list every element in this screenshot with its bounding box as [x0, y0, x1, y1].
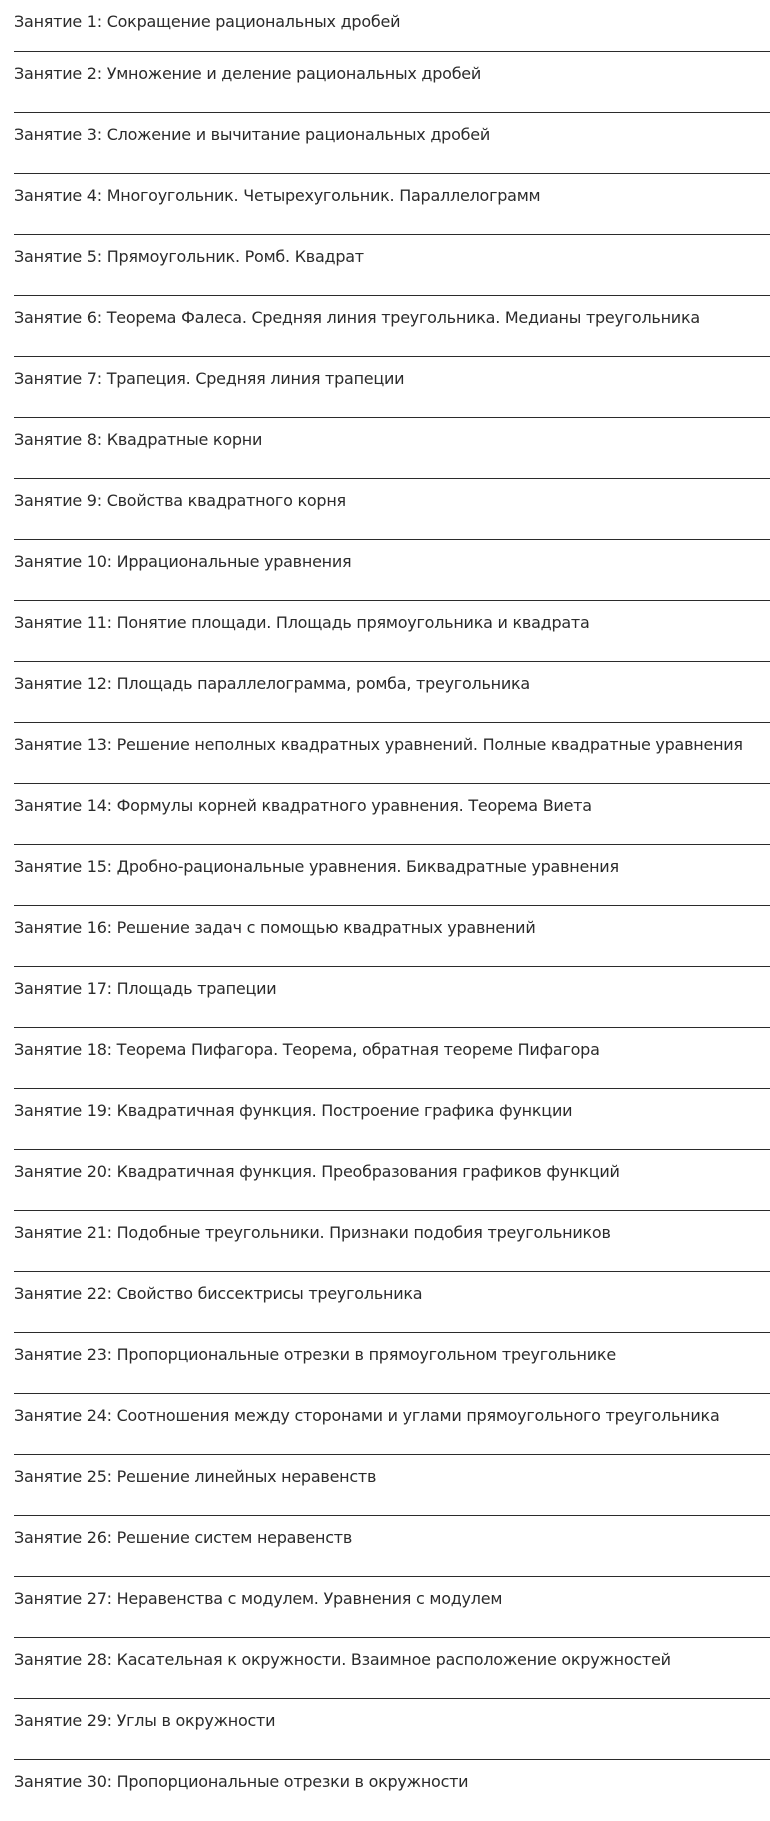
lesson-item-13[interactable] [14, 723, 770, 784]
lesson-link[interactable]: Занятие 17: Площадь трапеции [14, 979, 277, 998]
lesson-item-7[interactable] [14, 357, 770, 418]
lesson-link[interactable]: Занятие 1: Сокращение рациональных дробей [14, 12, 401, 31]
lesson-link[interactable]: Занятие 5: Прямоугольник. Ромб. Квадрат [14, 247, 364, 266]
lesson-item-11[interactable] [14, 601, 770, 662]
lesson-item-18[interactable] [14, 1028, 770, 1089]
lesson-item-23[interactable] [14, 1333, 770, 1394]
lesson-item-28[interactable] [14, 1638, 770, 1699]
lesson-item-26[interactable] [14, 1516, 770, 1577]
lesson-link[interactable]: Занятие 6: Теорема Фалеса. Средняя линия треугольника. Медианы треугольника [14, 308, 700, 327]
lesson-item-14[interactable] [14, 784, 770, 845]
lesson-item-24[interactable] [14, 1394, 770, 1455]
lesson-item-25[interactable] [14, 1455, 770, 1516]
lesson-link[interactable]: Занятие 29: Углы в окружности [14, 1711, 276, 1730]
lesson-link[interactable]: Занятие 30: Пропорциональные отрезки в окружности [14, 1772, 469, 1791]
lesson-link[interactable]: Занятие 23: Пропорциональные отрезки в прямоугольном треугольнике [14, 1345, 616, 1364]
lesson-link[interactable]: Занятие 28: Касательная к окружности. Взаимное расположение окружностей [14, 1650, 671, 1669]
lesson-item-21[interactable] [14, 1211, 770, 1272]
lesson-item-19[interactable] [14, 1089, 770, 1150]
lesson-item-1[interactable] [14, 0, 770, 52]
lesson-link[interactable]: Занятие 16: Решение задач с помощью квадратных уравнений [14, 918, 536, 937]
lesson-link[interactable]: Занятие 4: Многоугольник. Четырехугольник. Параллелограмм [14, 186, 541, 205]
lesson-link[interactable]: Занятие 2: Умножение и деление рациональных дробей [14, 64, 482, 83]
lesson-link[interactable]: Занятие 25: Решение линейных неравенств [14, 1467, 377, 1486]
lesson-item-20[interactable] [14, 1150, 770, 1211]
lesson-item-30[interactable] [14, 1760, 770, 1821]
lesson-item-27[interactable] [14, 1577, 770, 1638]
lesson-item-2[interactable] [14, 52, 770, 113]
lesson-link[interactable]: Занятие 3: Сложение и вычитание рациональных дробей [14, 125, 490, 144]
lesson-item-5[interactable] [14, 235, 770, 296]
lesson-item-22[interactable] [14, 1272, 770, 1333]
lesson-link[interactable]: Занятие 22: Свойство биссектрисы треугольника [14, 1284, 423, 1303]
lesson-item-8[interactable] [14, 418, 770, 479]
lesson-link[interactable]: Занятие 10: Иррациональные уравнения [14, 552, 352, 571]
lesson-item-15[interactable] [14, 845, 770, 906]
lesson-item-4[interactable] [14, 174, 770, 235]
lesson-link[interactable]: Занятие 7: Трапеция. Средняя линия трапеции [14, 369, 405, 388]
lesson-link[interactable]: Занятие 24: Соотношения между сторонами и углами прямоугольного треугольника [14, 1406, 720, 1425]
lesson-link[interactable]: Занятие 14: Формулы корней квадратного уравнения. Теорема Виета [14, 796, 592, 815]
lesson-link[interactable]: Занятие 8: Квадратные корни [14, 430, 263, 449]
lesson-link[interactable]: Занятие 12: Площадь параллелограмма, ромба, треугольника [14, 674, 530, 693]
lesson-item-12[interactable] [14, 662, 770, 723]
lesson-item-29[interactable] [14, 1699, 770, 1760]
lesson-item-16[interactable] [14, 906, 770, 967]
lesson-link[interactable]: Занятие 15: Дробно-рациональные уравнения. Биквадратные уравнения [14, 857, 619, 876]
lesson-link[interactable]: Занятие 18: Теорема Пифагора. Теорема, обратная теореме Пифагора [14, 1040, 600, 1059]
lesson-item-17[interactable] [14, 967, 770, 1028]
lesson-item-3[interactable] [14, 113, 770, 174]
lesson-link[interactable]: Занятие 27: Неравенства с модулем. Уравнения с модулем [14, 1589, 503, 1608]
lesson-link[interactable]: Занятие 19: Квадратичная функция. Построение графика функции [14, 1101, 573, 1120]
lesson-link[interactable]: Занятие 9: Свойства квадратного корня [14, 491, 346, 510]
lesson-link[interactable]: Занятие 11: Понятие площади. Площадь прямоугольника и квадрата [14, 613, 590, 632]
lesson-item-10[interactable] [14, 540, 770, 601]
lesson-link[interactable]: Занятие 21: Подобные треугольники. Признаки подобия треугольников [14, 1223, 611, 1242]
lesson-item-6[interactable] [14, 296, 770, 357]
lesson-link[interactable]: Занятие 13: Решение неполных квадратных уравнений. Полные квадратные уравнения [14, 735, 743, 754]
lesson-link[interactable]: Занятие 20: Квадратичная функция. Преобразования графиков функций [14, 1162, 620, 1181]
lesson-item-9[interactable] [14, 479, 770, 540]
lesson-link[interactable]: Занятие 26: Решение систем неравенств [14, 1528, 353, 1547]
